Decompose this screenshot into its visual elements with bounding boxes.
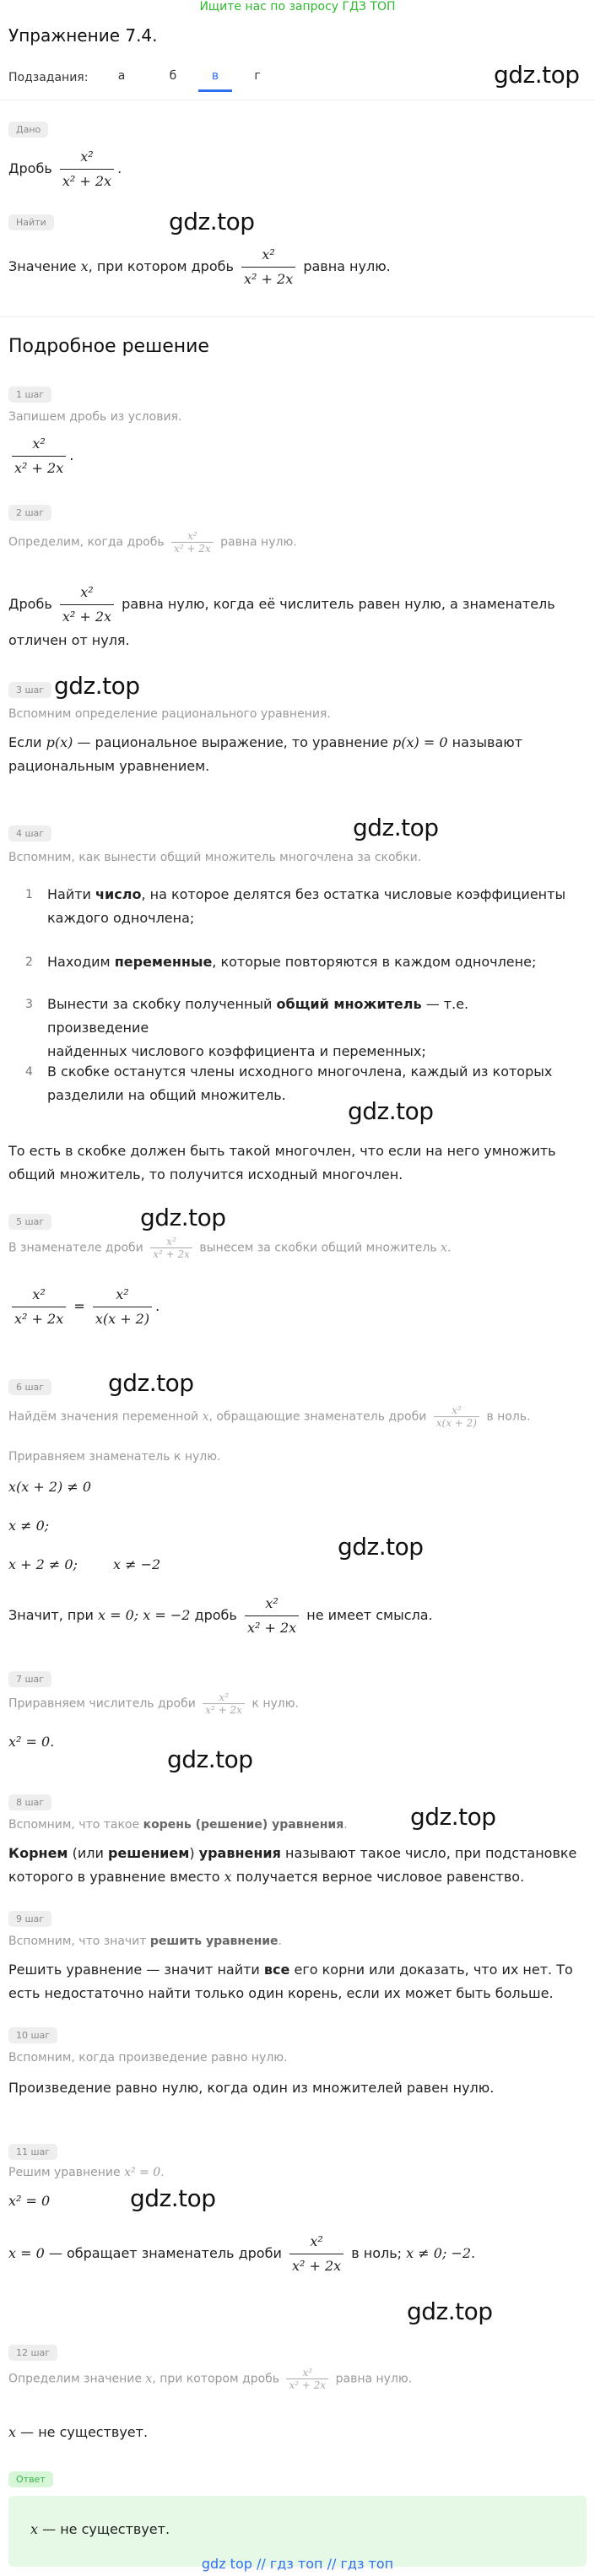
- step-2-text: Дробь $\frac{\text{x²}}{\text{x² + 2x}}$ равна нулю, когда её числитель равен нулю, а знаменатель отличен от нуля.: [8, 584, 555, 648]
- watermark: gdz.top: [54, 672, 140, 700]
- step-7-eq: x² = 0.: [8, 1734, 55, 1750]
- watermark: gdz.top: [348, 1097, 434, 1125]
- step-1-label: 1 шаг: [8, 385, 51, 403]
- answer-text: x — не существует.: [30, 2521, 170, 2537]
- step-6-eq2: x ≠ 0;: [8, 1518, 50, 1534]
- step-6-conclusion: Значит, при x = 0; x = −2 дробь $\frac{\text{x²}}{\text{x² + 2x}}$ не имеет смысла.: [8, 1592, 433, 1640]
- tab-v[interactable]: в: [198, 69, 232, 92]
- find-fraction: $\frac{\text{x²}}{\text{x² + 2x}}$: [241, 243, 295, 291]
- step-3-label: 3 шаг: [8, 680, 51, 698]
- step-3-hint: Вспомним определение рационального уравнения.: [8, 707, 331, 721]
- list-item: 1 Найти число, на которое делятся без остатка числовые коэффициенты каждого одночлена;: [25, 886, 566, 926]
- watermark: gdz.top: [338, 1533, 424, 1561]
- step-6-label: 6 шаг: [8, 1377, 51, 1395]
- step-8-text: Корнем (или решением) уравнения называют такое число, при подстановке которого в уравнение вместо x получается верное числовое равенство.: [8, 1845, 577, 1885]
- step-8-hint: Вспомним, что такое корень (решение) уравнения.: [8, 1818, 348, 1832]
- step-8-label: 8 шаг: [8, 1793, 51, 1810]
- given-fraction: $\frac{\text{x²}}{\text{x² + 2x}}$: [60, 145, 114, 193]
- list-item: 2 Находим переменные, которые повторяются в каждом одночлене;: [25, 954, 537, 970]
- list-item: 3 Вынести за скобку полученный общий множитель — т.е. произведение найденных числового коэффициента и переменных;: [25, 996, 469, 1059]
- answer-label: Ответ: [8, 2471, 53, 2487]
- top-promo-link[interactable]: Ищите нас по запросу ГДЗ ТОП: [199, 0, 396, 14]
- step-11-line: x = 0 — обращает знаменатель дроби $\frac{\text{x²}}{\text{x² + 2x}}$ в ноль; x ≠ 0; −2.: [8, 2230, 475, 2278]
- step-11-label: 11 шаг: [8, 2142, 57, 2160]
- step-3-text: Если p(x) — рациональное выражение, то уравнение p(x) = 0 называют рациональным уравнением.: [8, 734, 523, 774]
- watermark: gdz.top: [130, 2184, 216, 2212]
- step-7-hint: Приравняем числитель дроби $\frac{\text{x²}}{\text{x² + 2x}}$ к нулю.: [8, 1691, 299, 1716]
- watermark: gdz.top: [353, 814, 439, 842]
- footer-link[interactable]: gdz top: [201, 2556, 252, 2572]
- list-item: 4 В скобке останутся члены исходного многочлена, каждый из которых разделили на общий множитель.: [25, 1063, 553, 1103]
- step-11-eq1: x² = 0: [8, 2193, 51, 2209]
- step-1-hint: Запишем дробь из условия.: [8, 410, 182, 424]
- footer-separator: //: [256, 2556, 266, 2572]
- find-text: Значение x, при котором дробь $\frac{\text{x²}}{\text{x² + 2x}}$ равна нулю.: [8, 243, 391, 291]
- step-5-label: 5 шаг: [8, 1212, 51, 1230]
- footer-separator: //: [327, 2556, 337, 2572]
- step-1-math: $\frac{\text{x²}}{\text{x² + 2x}}$ .: [8, 432, 73, 480]
- subtasks-label: Подзадания:: [8, 71, 89, 84]
- step-6-eq3b: x ≠ −2: [113, 1556, 161, 1572]
- watermark: gdz.top: [167, 1745, 253, 1773]
- tab-b[interactable]: б: [169, 69, 177, 83]
- step-6-hint: Найдём значения переменной x, обращающие знаменатель дроби $\frac{\text{x²}}{x(x + 2)}$ в ноль.: [8, 1404, 531, 1429]
- step-6-eq1: x(x + 2) ≠ 0: [8, 1479, 92, 1495]
- step-10-hint: Вспомним, когда произведение равно нулю.: [8, 2051, 288, 2065]
- page-title: Упражнение 7.4.: [8, 25, 158, 46]
- step-5-math: $\frac{\text{x²}}{\text{x² + 2x}}$ = $\frac{\text{x²}}{x(x + 2)}$ .: [8, 1283, 160, 1331]
- watermark: gdz.top: [494, 61, 580, 89]
- watermark: gdz.top: [108, 1369, 194, 1397]
- tab-g[interactable]: г: [254, 69, 261, 83]
- step-12-label: 12 шаг: [8, 2343, 57, 2361]
- step-9-hint: Вспомним, что значит решить уравнение.: [8, 1935, 282, 1948]
- watermark: gdz.top: [140, 1204, 226, 1231]
- step-10-text: Произведение равно нулю, когда один из множителей равен нулю.: [8, 2080, 495, 2096]
- step-9-label: 9 шаг: [8, 1909, 51, 1927]
- step-2-hint: Определим, когда дробь $\frac{\text{x²}}{\text{x² + 2x}}$ равна нулю.: [8, 530, 297, 555]
- step-9-text: Решить уравнение — значит найти все его корни или доказать, что их нет. То есть недостаточно найти только один корень, если их может быть больше.: [8, 1962, 573, 2001]
- step-4-label: 4 шаг: [8, 824, 51, 842]
- step-12-hint: Определим значение x, при котором дробь $\frac{\text{x²}}{\text{x² + 2x}}$ равна нулю.: [8, 2367, 413, 2391]
- solution-title: Подробное решение: [8, 336, 209, 357]
- step-7-label: 7 шаг: [8, 1670, 51, 1687]
- step-2-label: 2 шаг: [8, 503, 51, 521]
- step-6-eq3a: x + 2 ≠ 0;: [8, 1556, 78, 1572]
- footer-links: [0, 2556, 595, 2572]
- step-10-label: 10 шаг: [8, 2026, 57, 2043]
- step-5-hint: В знаменателе дроби $\frac{\text{x²}}{\text{x² + 2x}}$ вынесем за скобки общий множитель x.: [8, 1236, 452, 1260]
- footer-link[interactable]: гдз топ: [340, 2556, 394, 2572]
- step-11-hint: Решим уравнение x² = 0.: [8, 2166, 165, 2179]
- find-label: Найти: [8, 213, 54, 230]
- step-12-result: x — не существует.: [8, 2424, 149, 2440]
- step-4-hint: Вспомним, как вынести общий множитель многочлена за скобки.: [8, 851, 422, 864]
- watermark: gdz.top: [169, 208, 255, 235]
- step-4-after: То есть в скобке должен быть такой многочлен, что если на него умножить общий множитель, то получится исходный многочлен.: [8, 1143, 556, 1182]
- watermark: gdz.top: [410, 1803, 496, 1831]
- step-6-hint2: Приравняем знаменатель к нулю.: [8, 1450, 221, 1464]
- given-text: Дробь $\frac{\text{x²}}{\text{x² + 2x}}$ .: [8, 145, 122, 193]
- watermark: gdz.top: [407, 2297, 493, 2325]
- tab-a[interactable]: а: [117, 69, 126, 83]
- footer-link[interactable]: гдз топ: [269, 2556, 323, 2572]
- given-label: Дано: [8, 120, 48, 138]
